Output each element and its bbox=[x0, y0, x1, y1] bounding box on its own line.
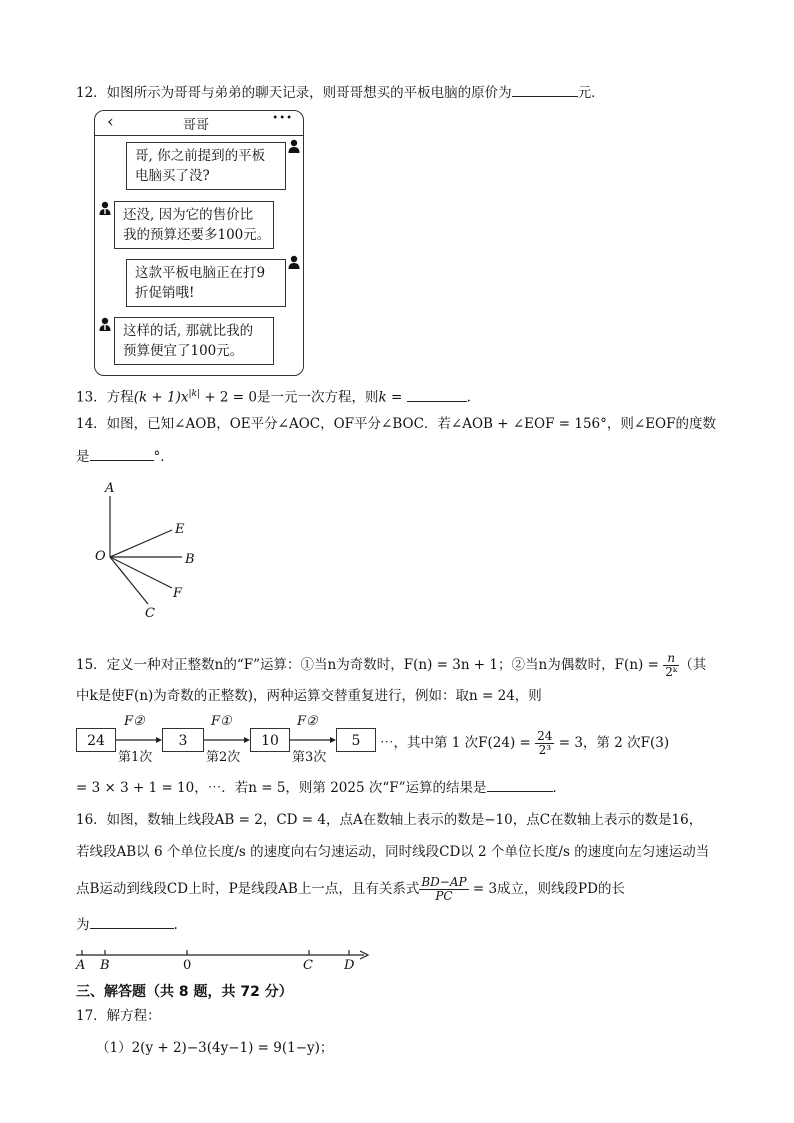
chat-bubble-3 bbox=[126, 259, 286, 307]
chat-bubble-4-line-2: 预算便宜了100元。 bbox=[123, 343, 244, 359]
q13-var: k bbox=[378, 389, 387, 406]
chat-bubble-1-line-1: 哥, 你之前提到的平板 bbox=[135, 148, 266, 164]
q15-flow-frac-den: 2³ bbox=[538, 743, 552, 757]
ray-OC bbox=[110, 557, 148, 604]
label-C: C bbox=[145, 606, 155, 621]
q14-answer-blank[interactable] bbox=[90, 446, 154, 461]
q16-line-3 bbox=[76, 876, 625, 903]
q14-prefix: 是 bbox=[76, 449, 90, 465]
person-icon bbox=[288, 255, 300, 269]
chat-bubble-3-line-2: 折促销哦! bbox=[135, 285, 195, 301]
q16-frac-num: BD−AP bbox=[421, 875, 467, 889]
q13-equation: (k + 1)x bbox=[133, 389, 189, 406]
q15-flow-frac-num: 24 bbox=[537, 729, 553, 743]
q16-line-2: 若线段AB以 6 个单位长度/s 的速度向右匀速运动，同时线段CD以 2 个单位长度/s 的速度向左匀速运动当 bbox=[76, 844, 710, 860]
q15-line-1 bbox=[76, 652, 706, 679]
q15-frac-den: 2ᵏ bbox=[665, 665, 678, 679]
q16-suffix: . bbox=[173, 917, 178, 933]
q13-rest: + 2 = 0是一元一次方程，则 bbox=[200, 389, 379, 406]
flow-label-bottom-1: 第1次 bbox=[118, 750, 153, 765]
q15-line-4b: ． bbox=[552, 780, 567, 796]
label-E: E bbox=[175, 522, 185, 537]
label-O: O bbox=[95, 549, 106, 564]
q14-line-1: 14．如图，已知∠AOB，OE平分∠AOC，OF平分∠BOC．若∠AOB + ∠EOF = 156°，则∠EOF的度数 bbox=[76, 416, 716, 432]
q16-line-4 bbox=[76, 914, 178, 935]
q12-answer-blank[interactable] bbox=[512, 82, 578, 97]
q15-answer-blank[interactable] bbox=[487, 777, 553, 792]
flow-box-3: 10 bbox=[250, 728, 290, 752]
q12-suffix: 元． bbox=[577, 85, 605, 101]
flow-box-1: 24 bbox=[76, 728, 116, 752]
q17-title: 17．解方程： bbox=[76, 1008, 161, 1024]
flow-box-2: 3 bbox=[162, 728, 204, 752]
q15-flow-tail-b: = 3，第 2 次F(3) bbox=[554, 735, 670, 751]
q16-frac-den: PC bbox=[435, 889, 453, 903]
q15-fraction bbox=[663, 652, 679, 679]
q14-line-2 bbox=[76, 446, 174, 467]
more-icon[interactable]: ••• bbox=[272, 113, 293, 124]
numberline-label-B: B bbox=[100, 958, 110, 973]
flow-label-top-3: F② bbox=[297, 714, 318, 729]
flow-box-4: 5 bbox=[336, 728, 376, 752]
chat-bubble-2 bbox=[114, 201, 274, 249]
chat-bubble-4-line-1: 这样的话, 那就比我的 bbox=[123, 323, 254, 339]
q12-prompt: 12．如图所示为哥哥与弟弟的聊天记录，则哥哥想买的平板电脑的原价为 bbox=[76, 85, 512, 101]
chat-bubble-1 bbox=[126, 142, 286, 190]
back-icon[interactable]: ‹ bbox=[107, 112, 114, 132]
label-B: B bbox=[185, 552, 195, 567]
q12-text bbox=[76, 82, 605, 103]
number-line bbox=[74, 948, 374, 962]
q13-exponent: |k| bbox=[188, 389, 201, 399]
q16-line-1: 16．如图，数轴上线段AB = 2，CD = 4，点A在数轴上表示的数是−10，点C在数轴上表示的数是16， bbox=[76, 812, 703, 828]
person-icon bbox=[99, 317, 111, 331]
chat-header bbox=[95, 111, 303, 136]
flow-label-top-1: F② bbox=[124, 714, 145, 729]
ray-OF bbox=[110, 557, 172, 588]
q15-flow-tail bbox=[380, 730, 669, 757]
q15-line-4a: = 3 × 3 + 1 = 10，⋯．若n = 5，则第 2025 次“F”运算的结果是 bbox=[76, 780, 487, 796]
q16-prefix: 为 bbox=[76, 917, 90, 933]
q17-part-1: （1）2(y + 2)−3(4y−1) = 9(1−y)； bbox=[96, 1040, 334, 1056]
chat-bubble-4 bbox=[114, 317, 274, 365]
q15-flow-fraction bbox=[535, 730, 554, 757]
numberline-label-D: D bbox=[344, 958, 355, 973]
flow-label-top-2: F① bbox=[211, 714, 232, 729]
section-3-title: 三、解答题（共 8 题，共 72 分） bbox=[76, 984, 293, 1000]
numberline-label-A: A bbox=[76, 958, 86, 973]
q16-fraction bbox=[419, 876, 468, 903]
numberline-label-C: C bbox=[303, 958, 313, 973]
label-A: A bbox=[105, 481, 115, 496]
q15-flow-tail-a: ⋯，其中第 1 次F(24) = bbox=[380, 735, 536, 751]
person-icon bbox=[99, 201, 111, 215]
ray-OE bbox=[110, 530, 172, 557]
chat-bubble-3-line-1: 这款平板电脑正在打9 bbox=[135, 265, 266, 281]
q16-answer-blank[interactable] bbox=[90, 914, 174, 929]
q16-line-3a: 点B运动到线段CD上时，P是线段AB上一点，且有关系式 bbox=[76, 881, 420, 897]
chat-bubble-1-line-2: 电脑买了没? bbox=[135, 168, 210, 184]
q15-line-4 bbox=[76, 777, 566, 798]
q13-prefix: 13．方程 bbox=[76, 389, 134, 406]
q14-suffix: °． bbox=[153, 449, 174, 465]
q15-line-1b: （其 bbox=[679, 657, 707, 673]
q16-line-3b: = 3成立，则线段PD的长 bbox=[468, 881, 625, 897]
flow-label-bottom-2: 第2次 bbox=[206, 750, 241, 765]
q15-line-1a: 15．定义一种对正整数n的“F”运算：①当n为奇数时，F(n) = 3n + 1；②当n为偶数时，F(n) = bbox=[76, 657, 664, 673]
flow-label-bottom-3: 第3次 bbox=[292, 750, 327, 765]
chat-title: 哥哥 bbox=[183, 118, 210, 133]
q13-answer-blank[interactable] bbox=[407, 387, 467, 402]
label-F: F bbox=[173, 586, 183, 601]
chat-bubble-2-line-2: 我的预算还要多100元。 bbox=[123, 227, 271, 243]
q15-frac-num: n bbox=[663, 652, 679, 666]
chat-bubble-2-line-1: 还没, 因为它的售价比 bbox=[123, 207, 254, 223]
q15-line-2: 中k是使F(n)为奇数的正整数)，两种运算交替重复进行，例如：取n = 24，则 bbox=[76, 688, 542, 704]
person-icon bbox=[288, 139, 300, 153]
q13-text: 13．方程$(k + 1)x^{|k|} + 2 = 0$是一元一次方程，则k = . bbox=[76, 384, 471, 408]
numberline-label-0: 0 bbox=[183, 958, 192, 973]
q13-eq: = bbox=[386, 389, 407, 406]
